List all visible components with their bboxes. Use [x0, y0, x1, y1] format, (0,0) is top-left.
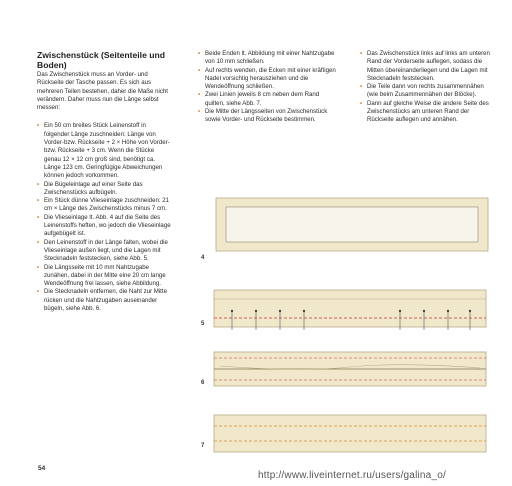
figure-6-seamed-strip — [214, 352, 486, 386]
figure-label: 5 — [201, 321, 205, 327]
list-item: • Zwei Linien jeweils 8 cm neben dem Rand quilten, siehe Abb. 7. — [198, 91, 338, 108]
list-item: • Die Teile dann von rechts zusammennähen (wie beim Zusammennähen der Blöcke). — [360, 83, 496, 100]
list-item: • Die Vlieseinlage lt. Abb. 4 auf die Seite des Leinenstoffs heften, wo jedoch die Vlieseinlage aufgebügelt ist. — [37, 214, 171, 239]
list-item: • Beide Enden lt. Abbildung mit einer Nahtzugabe von 10 mm schließen. — [198, 50, 338, 67]
figure-4-fabric-strip — [216, 198, 488, 251]
list-item: • Die Bügeleinlage auf einer Seite das Zwischenstücks aufbügeln. — [37, 181, 171, 198]
list-item: • Ein Stück dünne Vlieseinlage zuschneiden: 21 cm × Länge des Zwischenstücks minus 7 cm. — [37, 197, 171, 214]
intro-paragraph: Das Zwischenstück muss an Vorder- und Rückseite der Tasche passen. Es sich aus mehreren Teilen bestehen, daher die Maße nicht verändern. Daher muss nun die Länge selbst messen: — [37, 71, 168, 112]
watermark-url: http://www.liveinternet.ru/users/galina_o/ — [258, 470, 446, 481]
page-number: 54 — [38, 465, 46, 472]
list-item: • Dann auf gleiche Weise die andere Seite des Zwischenstücks am unteren Rand der Rückseite auflegen und annähen. — [360, 100, 496, 125]
list-item: • Die Mitte der Längsseiten von Zwischenstück sowie Vorder- und Rückseite bestimmen. — [198, 108, 338, 125]
figure-label: 7 — [201, 443, 205, 449]
list-item: • Die Längsseite mit 10 mm Nahtzugabe zunähen, dabei in der Mitte eine 20 cm lange Wendeöffnung frei lassen, siehe Abbildung. — [37, 264, 171, 289]
list-item: • Die Stecknadeln entfernen, die Naht zur Mitte rücken und die Nahtzugaben auseinander bügeln, siehe Abb. 6. — [37, 288, 171, 313]
section-heading: Zwischenstück (Seitenteile und Boden) — [37, 50, 165, 70]
list-item: • Den Leinenstoff in der Länge falten, wobei die Vlieseinlage außen liegt, und die Lagen mit Stecknadeln feststecken, siehe Abb. 5. — [37, 239, 171, 264]
figure-5-folded-strip — [214, 290, 486, 330]
list-item: • Ein 50 cm breites Stück Leinenstoff in folgender Länge zuschneiden: Länge von Vorder-bzw. Rückseite + 2 × Höhe von Vorder-bzw. Rückseite + 3 cm. Wenn die Stücke genau 12 × 12 cm groß sind, benötigt ca. Länge 123 cm. Geringfügige Abweichungen können jedoch vorkommen. — [37, 122, 171, 180]
list-item: • Das Zwischenstück links auf links am unteren Rand der Vorderseite auflegen, sodass die Mitten übereinanderliegen und die Lagen mit Stecknadeln feststecken. — [360, 50, 496, 83]
figure-label: 6 — [201, 380, 205, 386]
figure-7-quilted-strip — [214, 415, 486, 452]
figure-label: 4 — [201, 255, 205, 261]
list-item: • Auf rechts wenden, die Ecken mit einer kräftigen Nadel vorsichtig herausziehen und die Wendeöffnung schließen. — [198, 67, 338, 92]
